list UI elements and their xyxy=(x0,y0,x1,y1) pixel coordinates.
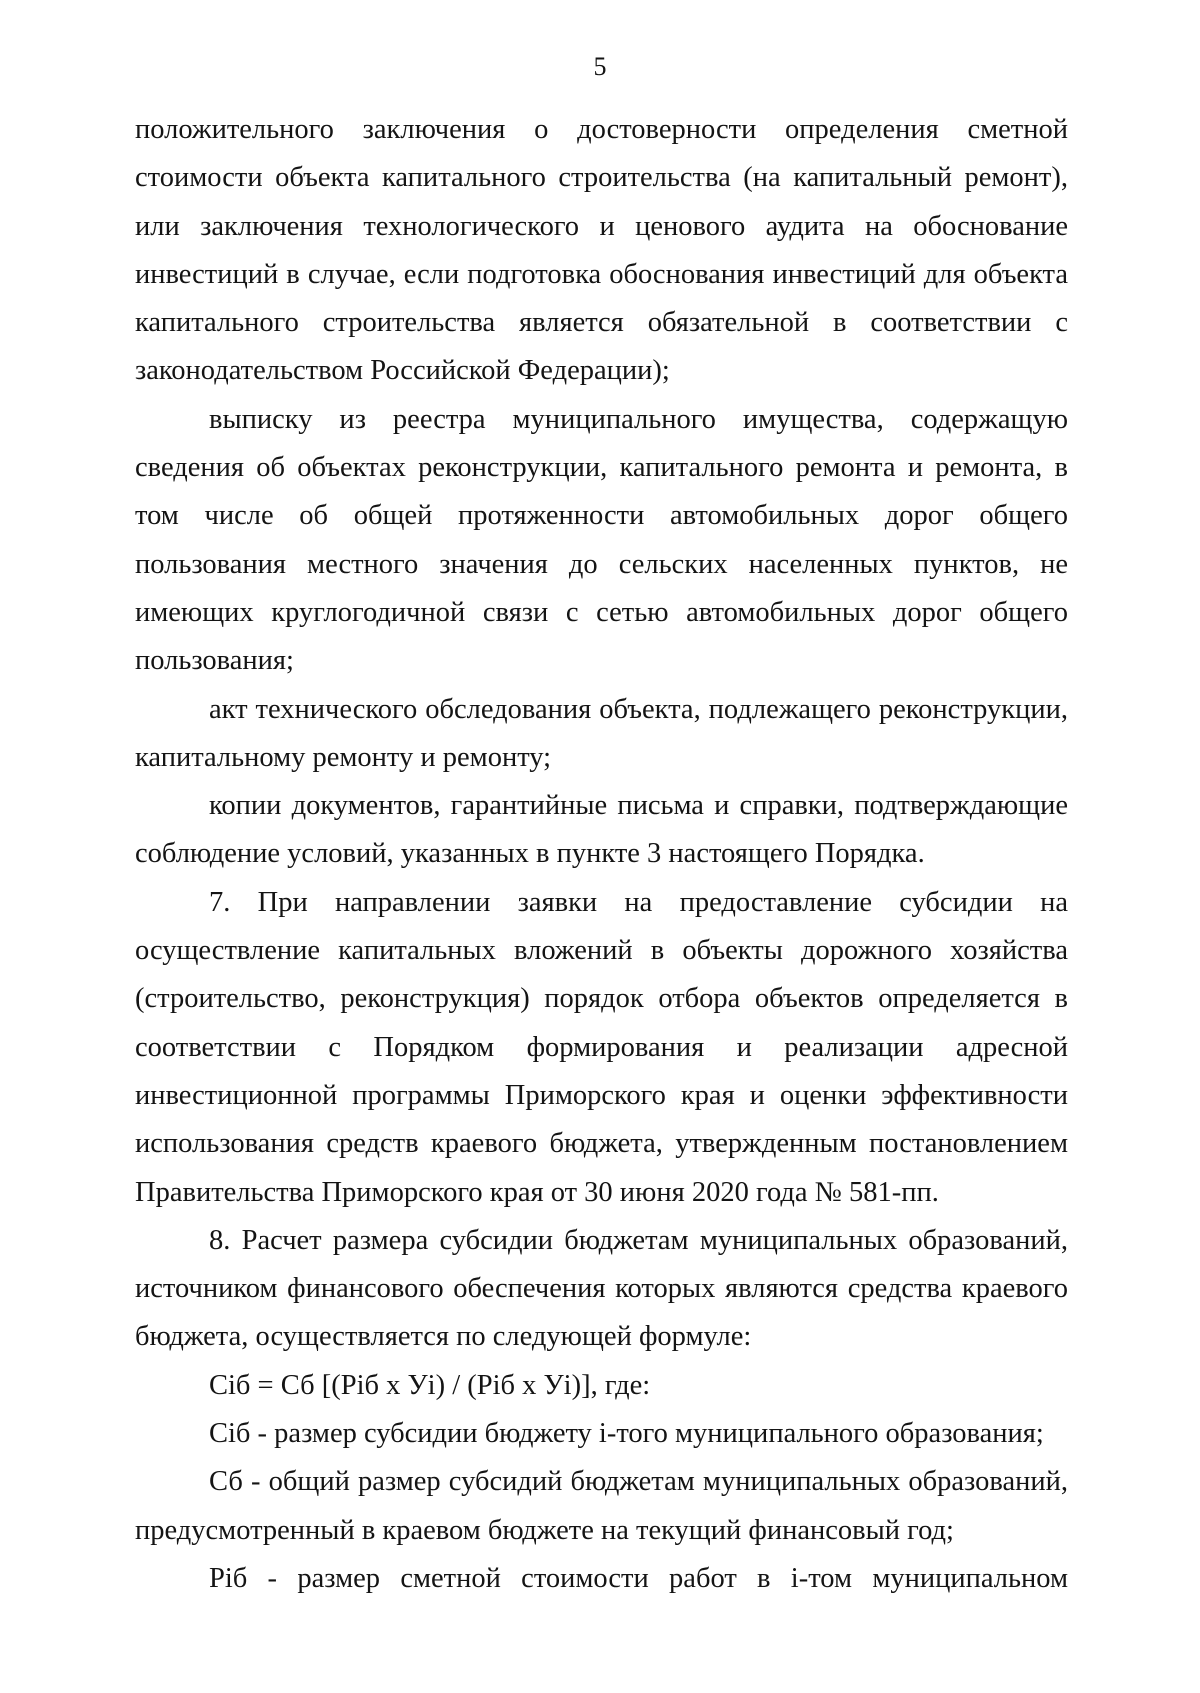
paragraph: выписку из реестра муниципального имущества, содержащую сведения об объектах реконструкции, капитального ремонта и ремонта, в том числе об общей протяженности автомобильных дорог общего пользования местного значения до сельских населенных пунктов, не имеющих круглогодичной связи с сетью автомобильных дорог общего пользования; xyxy=(135,403,1068,677)
formula: Сiб = Сб [(Рiб х Уi) / (Рiб х Уi)], где: xyxy=(209,1369,651,1401)
paragraph: копии документов, гарантийные письма и справки, подтверждающие соблюдение условий, указанных в пункте 3 настоящего Порядка. xyxy=(135,790,1068,870)
paragraph: Сб - общий размер субсидий бюджетам муниципальных образований, предусмотренный в краевом бюджете на текущий финансовый год; xyxy=(135,1466,1068,1546)
paragraph: Рiб - размер сметной стоимости работ в i-том муниципальном xyxy=(209,1562,1068,1594)
document-body xyxy=(135,106,1068,1603)
paragraph: 8. Расчет размера субсидии бюджетам муниципальных образований, источником финансового обеспечения которых являются средства краевого бюджета, осуществляется по следующей формуле: xyxy=(135,1224,1068,1353)
paragraph: Сiб - размер субсидии бюджету i-того муниципального образования; xyxy=(209,1418,1044,1450)
paragraph: 7. При направлении заявки на предоставление субсидии на осуществление капитальных вложений в объекты дорожного хозяйства (строительство, реконструкция) порядок отбора объектов определяется в соответствии с Порядком формирования и реализации адресной инвестиционной программы Приморского края и оценки эффективности использования средств краевого бюджета, утвержденным постановлением Правительства Приморского края от 30 июня 2020 года № 581-пп. xyxy=(135,886,1068,1208)
paragraph: положительного заключения о достоверности определения сметной стоимости объекта капитального строительства (на капитальный ремонт), или заключения технологического и ценового аудита на обоснование инвестиций в случае, если подготовка обоснования инвестиций для объекта капитального строительства является обязательной в соответствии с законодательством Российской Федерации); xyxy=(135,114,1068,387)
paragraph: акт технического обследования объекта, подлежащего реконструкции, капитальному ремонту и ремонту; xyxy=(135,693,1068,773)
page-number: 5 xyxy=(593,52,607,81)
